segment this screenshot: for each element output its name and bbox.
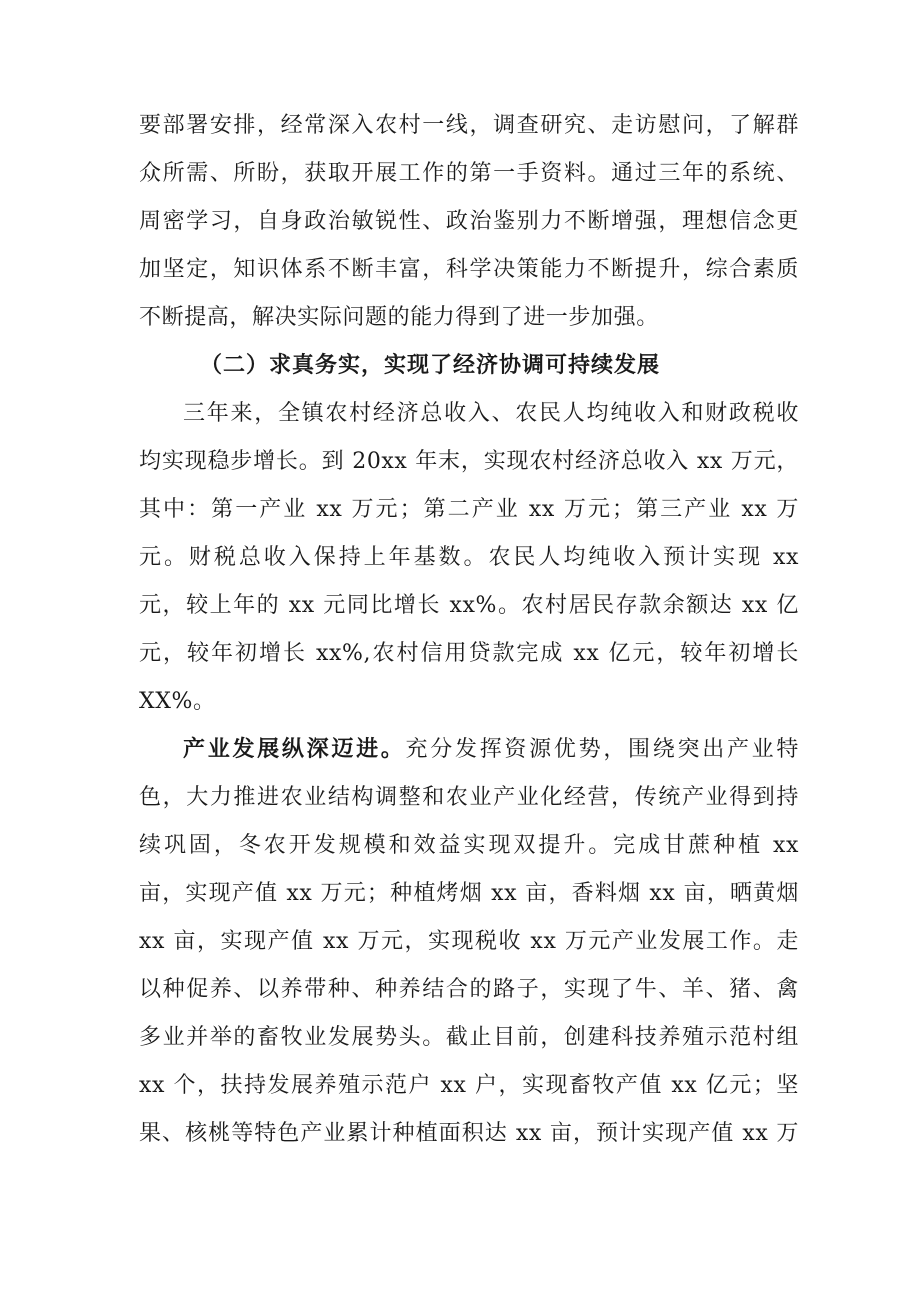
paragraph-line: 均实现稳步增长。到 20xx 年末，实现农村经济总收入 xx 万元， [139, 449, 799, 474]
paragraph-line: 元，较上年的 xx 元同比增长 xx%。农村居民存款余额达 xx 亿 [139, 593, 799, 618]
paragraph-line: 其中：第一产业 xx 万元；第二产业 xx 万元；第三产业 xx 万 [139, 497, 799, 522]
lead-continuation: 充分发挥资源优势，围绕突出产业特 [405, 737, 799, 762]
paragraph-line: 周密学习，自身政治敏锐性、政治鉴别力不断增强，理想信念更 [139, 209, 799, 234]
paragraph-line: 众所需、所盼，获取开展工作的第一手资料。通过三年的系统、 [139, 161, 799, 186]
lead-phrase: 产业发展纵深迈进。 [183, 737, 406, 762]
paragraph-line: 元，较年初增长 xx%,农村信用贷款完成 xx 亿元，较年初增长 [139, 641, 799, 666]
section-heading: （二）求真务实，实现了经济协调可持续发展 [200, 353, 661, 378]
paragraph-line: 亩，实现产值 xx 万元；种植烤烟 xx 亩，香料烟 xx 亩，晒黄烟 [139, 881, 799, 906]
paragraph-line: 元。财税总收入保持上年基数。农民人均纯收入预计实现 xx [139, 545, 799, 570]
paragraph-line: 三年来，全镇农村经济总收入、农民人均纯收入和财政税收 [183, 401, 799, 426]
paragraph-line: xx 亩，实现产值 xx 万元，实现税收 xx 万元产业发展工作。走 [139, 929, 799, 954]
paragraph-line: 续巩固，冬农开发规模和效益实现双提升。完成甘蔗种植 xx [139, 833, 799, 858]
paragraph-line [183, 726, 799, 774]
paragraph-line: 不断提高，解决实际问题的能力得到了进一步加强。 [139, 305, 659, 330]
paragraph-line: 要部署安排，经常深入农村一线，调查研究、走访慰问，了解群 [139, 113, 799, 138]
paragraph-line: 加坚定，知识体系不断丰富，科学决策能力不断提升，综合素质 [139, 257, 799, 282]
paragraph-line: 多业并举的畜牧业发展势头。截止目前，创建科技养殖示范村组 [139, 1025, 799, 1050]
paragraph-line: 果、核桃等特色产业累计种植面积达 xx 亩，预计实现产值 xx 万 [139, 1121, 799, 1146]
paragraph-line: XX%。 [139, 689, 216, 714]
paragraph-line: 以种促养、以养带种、种养结合的路子，实现了牛、羊、猪、禽 [139, 977, 799, 1002]
paragraph-line: xx 个，扶持发展养殖示范户 xx 户，实现畜牧产值 xx 亿元；坚 [139, 1073, 799, 1098]
paragraph-line: 色，大力推进农业结构调整和农业产业化经营，传统产业得到持 [139, 785, 799, 810]
